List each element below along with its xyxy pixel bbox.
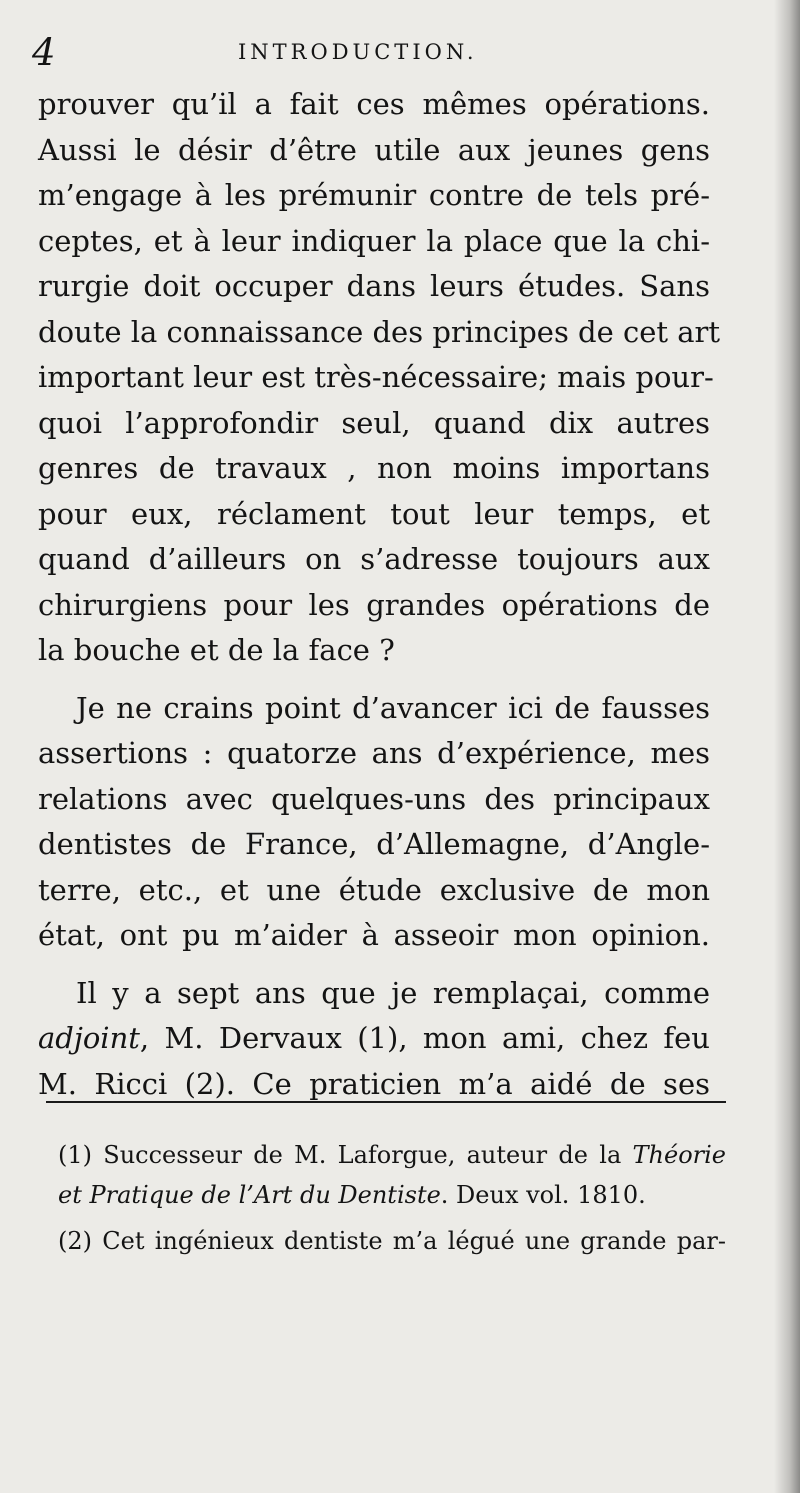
text-line: assertions : quatorze ans d’expérience, mes (38, 736, 710, 770)
footnote-text: (1) Successeur de M. Laforgue, auteur de la (58, 1141, 633, 1169)
text-line: terre, etc., et une étude exclusive de mon (38, 872, 710, 907)
text-line: la bouche et de la face ? (38, 633, 395, 667)
text-line: chirurgiens pour les grandes opérations de (38, 587, 710, 622)
page-edge-shadow (774, 0, 800, 1493)
text-line: m’engage à les prémunir contre de tels pré- (38, 178, 710, 212)
text-line: M. Ricci (2). Ce praticien m’a aidé de ses (38, 1066, 710, 1101)
text-line: doute la connaissance des principes de cet art (38, 314, 721, 349)
text-line: relations avec quelques-uns des principaux (38, 781, 710, 816)
text-line: quoi l’approfondir seul, quand dix autres (38, 405, 710, 440)
footnote-rule (46, 1101, 726, 1103)
text-line: quand d’ailleurs on s’adresse toujours aux (38, 542, 710, 576)
text-line: dentistes de France, d’Allemagne, d’Angle- (38, 827, 710, 861)
text-line: important leur est très-nécessaire; mais pour- (38, 360, 714, 394)
footnotes (58, 1135, 726, 1261)
text-segment: , M. Dervaux (1), mon ami, chez feu (139, 1021, 710, 1055)
text-line: Il y a sept ans que je remplaçai, comme (76, 975, 710, 1010)
text-line: état, ont pu m’aider à asseoir mon opinion. (38, 918, 710, 952)
italic-word-adjoint: adjoint (38, 1021, 140, 1055)
footnote-italic: Théorie (632, 1141, 726, 1169)
text-line (38, 1016, 710, 1062)
text-line: rurgie doit occuper dans leurs études. Sans (38, 269, 710, 303)
footnote-1-line-2 (58, 1175, 726, 1215)
text-line: Je ne crains point d’avancer ici de fausses (76, 690, 710, 725)
text-line: Aussi le désir d’être utile aux jeunes gens (38, 132, 710, 167)
page-number: 4 (32, 31, 56, 74)
text-line: genres de travaux , non moins importans (38, 451, 710, 485)
footnote-1-line-1 (58, 1135, 726, 1175)
paragraph-gap (38, 674, 710, 686)
paragraph-gap (38, 959, 710, 971)
footnote-italic: et Pratique de l’Art du Dentiste (58, 1181, 441, 1209)
main-text (38, 82, 721, 1107)
running-head: INTRODUCTION. (238, 40, 478, 64)
text-line: pour eux, réclament tout leur temps, et (38, 496, 710, 531)
footnote-text: . Deux vol. 1810. (440, 1181, 646, 1209)
footnote-2: (2) Cet ingénieux dentiste m’a légué une grande par- (58, 1227, 726, 1255)
text-line: prouver qu’il a fait ces mêmes opérations. (38, 87, 710, 121)
text-line: ceptes, et à leur indiquer la place que la chi- (38, 223, 710, 258)
